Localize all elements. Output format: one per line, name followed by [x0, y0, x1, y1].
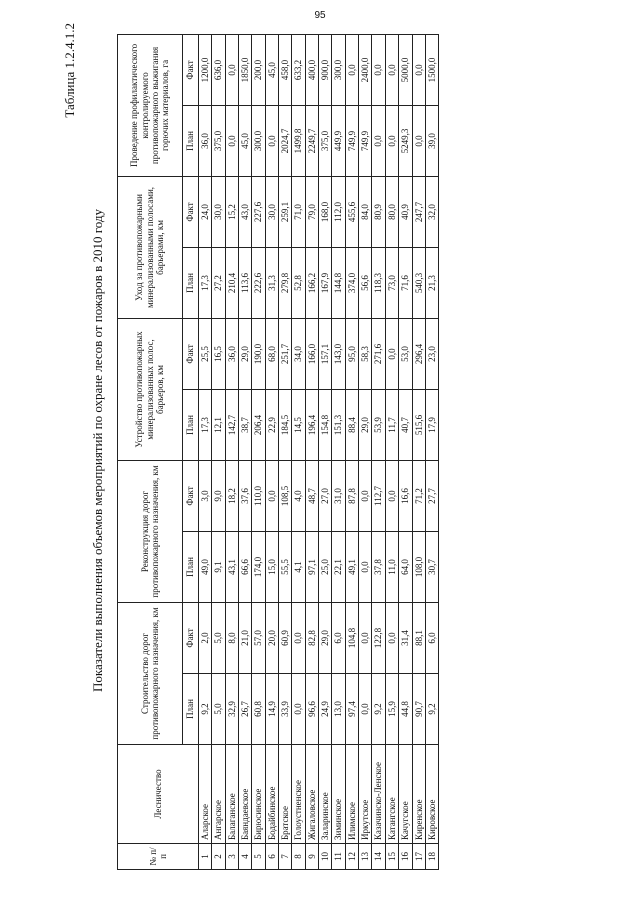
table-row [265, 34, 278, 869]
plan-value-cell: 14,5 [292, 389, 305, 460]
fact-value-cell: 30,0 [265, 176, 278, 247]
plan-value-cell: 96,6 [305, 674, 318, 745]
fact-value-cell: 3,0 [199, 460, 212, 531]
page-number: 95 [314, 10, 326, 21]
plan-value-cell: 5249,3 [399, 105, 412, 176]
fact-value-cell: 80,9 [372, 176, 385, 247]
header-firebreak-maintenance: Уход за противопожарными минерализованными полосами, барьерами, км [118, 176, 183, 318]
fact-value-cell: 5000,0 [399, 34, 412, 105]
fact-value-cell: 0,0 [225, 34, 238, 105]
fact-value-cell: 80,0 [385, 176, 398, 247]
header-road-construction: Строительство дорог противопожарного назначения, км [118, 603, 183, 745]
fact-value-cell: 0,0 [385, 318, 398, 389]
header-plan: План [183, 674, 199, 745]
fact-value-cell: 400,0 [305, 34, 318, 105]
header-controlled-burning: Проведение профилактического контролируемого противопожарного выжигания горючих материалов, га [118, 34, 183, 176]
plan-value-cell: 97,1 [305, 532, 318, 603]
fact-value-cell: 87,8 [345, 460, 358, 531]
plan-value-cell: 0,0 [412, 105, 425, 176]
plan-value-cell: 0,0 [359, 674, 372, 745]
plan-value-cell: 32,9 [225, 674, 238, 745]
plan-value-cell: 374,0 [345, 247, 358, 318]
plan-value-cell: 5,0 [212, 674, 225, 745]
plan-value-cell: 55,5 [279, 532, 292, 603]
plan-value-cell: 0,0 [385, 105, 398, 176]
fact-value-cell: 296,4 [412, 318, 425, 389]
fact-value-cell: 2400,0 [359, 34, 372, 105]
fact-value-cell: 71,2 [412, 460, 425, 531]
plan-value-cell: 52,8 [292, 247, 305, 318]
fact-value-cell: 40,9 [399, 176, 412, 247]
row-number-cell: 1 [199, 844, 212, 870]
plan-value-cell: 39,0 [425, 105, 438, 176]
fact-value-cell: 455,6 [345, 176, 358, 247]
forestry-name-cell: Баяндаевское [239, 745, 252, 844]
plan-value-cell: 2249,7 [305, 105, 318, 176]
plan-value-cell: 26,7 [239, 674, 252, 745]
fact-value-cell: 300,0 [332, 34, 345, 105]
fact-value-cell: 71,0 [292, 176, 305, 247]
plan-value-cell: 540,3 [412, 247, 425, 318]
plan-value-cell: 30,7 [425, 532, 438, 603]
header-plan: План [183, 389, 199, 460]
fact-value-cell: 29,0 [239, 318, 252, 389]
forestry-name-cell: Киренское [412, 745, 425, 844]
plan-value-cell: 14,9 [265, 674, 278, 745]
fact-value-cell: 104,8 [345, 603, 358, 674]
plan-value-cell: 9,2 [199, 674, 212, 745]
row-number-cell: 2 [212, 844, 225, 870]
plan-value-cell: 38,7 [239, 389, 252, 460]
fact-value-cell: 79,0 [305, 176, 318, 247]
table-row [332, 34, 345, 869]
fact-value-cell: 168,0 [319, 176, 332, 247]
fact-value-cell: 18,2 [225, 460, 238, 531]
plan-value-cell: 0,0 [372, 105, 385, 176]
plan-value-cell: 21,3 [425, 247, 438, 318]
header-forestry: Лесничество [118, 745, 199, 844]
fact-value-cell: 23,0 [425, 318, 438, 389]
plan-value-cell: 166,2 [305, 247, 318, 318]
fact-value-cell: 251,7 [279, 318, 292, 389]
header-fact: Факт [183, 603, 199, 674]
forestry-name-cell: Кировское [425, 745, 438, 844]
fact-value-cell: 190,0 [252, 318, 265, 389]
plan-value-cell: 9,2 [372, 674, 385, 745]
table-row [239, 34, 252, 869]
header-firebreak-construction: Устройство противопожарных минерализованных полос, барьеров, км [118, 318, 183, 460]
fact-value-cell: 1200,0 [199, 34, 212, 105]
table-row [252, 34, 265, 869]
fact-value-cell: 36,0 [225, 318, 238, 389]
fact-value-cell: 0,0 [385, 603, 398, 674]
plan-value-cell: 142,7 [225, 389, 238, 460]
fact-value-cell: 200,0 [252, 34, 265, 105]
fact-value-cell: 227,6 [252, 176, 265, 247]
plan-value-cell: 71,6 [399, 247, 412, 318]
fact-value-cell: 2,0 [199, 603, 212, 674]
table-row [292, 34, 305, 869]
fact-value-cell: 0,0 [345, 34, 358, 105]
fact-value-cell: 24,0 [199, 176, 212, 247]
fact-value-cell: 29,0 [319, 603, 332, 674]
plan-value-cell: 37,8 [372, 532, 385, 603]
row-number-cell: 15 [385, 844, 398, 870]
fact-value-cell: 15,2 [225, 176, 238, 247]
fact-value-cell: 53,0 [399, 318, 412, 389]
table-row [319, 34, 332, 869]
plan-value-cell: 749,9 [359, 105, 372, 176]
fact-value-cell: 34,0 [292, 318, 305, 389]
plan-value-cell: 17,9 [425, 389, 438, 460]
fact-value-cell: 166,0 [305, 318, 318, 389]
fact-value-cell: 16,6 [399, 460, 412, 531]
row-number-cell: 14 [372, 844, 385, 870]
table-row [225, 34, 238, 869]
plan-value-cell: 1499,8 [292, 105, 305, 176]
forestry-name-cell: Голоустненское [292, 745, 305, 844]
fact-value-cell: 58,3 [359, 318, 372, 389]
table-row [279, 34, 292, 869]
plan-value-cell: 0,0 [265, 105, 278, 176]
plan-value-cell: 108,0 [412, 532, 425, 603]
table-row [359, 34, 372, 869]
fact-value-cell: 259,1 [279, 176, 292, 247]
fact-value-cell: 68,0 [265, 318, 278, 389]
plan-value-cell: 4,1 [292, 532, 305, 603]
row-number-cell: 11 [332, 844, 345, 870]
table-row [399, 34, 412, 869]
fact-value-cell: 27,7 [425, 460, 438, 531]
plan-value-cell: 0,0 [225, 105, 238, 176]
row-number-cell: 10 [319, 844, 332, 870]
plan-value-cell: 151,3 [332, 389, 345, 460]
plan-value-cell: 49,0 [199, 532, 212, 603]
plan-value-cell: 9,1 [212, 532, 225, 603]
row-number-cell: 18 [425, 844, 438, 870]
plan-value-cell: 174,0 [252, 532, 265, 603]
row-number-cell: 8 [292, 844, 305, 870]
plan-value-cell: 184,5 [279, 389, 292, 460]
fact-value-cell: 25,5 [199, 318, 212, 389]
plan-value-cell: 40,7 [399, 389, 412, 460]
fact-value-cell: 108,5 [279, 460, 292, 531]
fact-value-cell: 5,0 [212, 603, 225, 674]
plan-value-cell: 12,1 [212, 389, 225, 460]
plan-value-cell: 64,0 [399, 532, 412, 603]
plan-value-cell: 24,9 [319, 674, 332, 745]
forestry-name-cell: Заларинское [319, 745, 332, 844]
row-number-cell: 5 [252, 844, 265, 870]
plan-value-cell: 60,8 [252, 674, 265, 745]
plan-value-cell: 0,0 [359, 532, 372, 603]
fact-value-cell: 143,0 [332, 318, 345, 389]
forestry-name-cell: Ангарское [212, 745, 225, 844]
plan-value-cell: 113,6 [239, 247, 252, 318]
plan-value-cell: 17,3 [199, 247, 212, 318]
plan-value-cell: 15,9 [385, 674, 398, 745]
fact-value-cell: 0,0 [412, 34, 425, 105]
fact-value-cell: 88,1 [412, 603, 425, 674]
plan-value-cell: 27,2 [212, 247, 225, 318]
plan-value-cell: 279,8 [279, 247, 292, 318]
fact-value-cell: 0,0 [359, 603, 372, 674]
fact-value-cell: 84,0 [359, 176, 372, 247]
plan-value-cell: 13,0 [332, 674, 345, 745]
fact-value-cell: 1850,0 [239, 34, 252, 105]
fact-value-cell: 45,0 [265, 34, 278, 105]
row-number-cell: 12 [345, 844, 358, 870]
plan-value-cell: 206,4 [252, 389, 265, 460]
fact-value-cell: 8,0 [225, 603, 238, 674]
plan-value-cell: 33,9 [279, 674, 292, 745]
fact-value-cell: 21,0 [239, 603, 252, 674]
forestry-name-cell: Аларское [199, 745, 212, 844]
plan-value-cell: 25,0 [319, 532, 332, 603]
plan-value-cell: 73,0 [385, 247, 398, 318]
plan-value-cell: 22,9 [265, 389, 278, 460]
plan-value-cell: 2024,7 [279, 105, 292, 176]
fact-value-cell: 30,0 [212, 176, 225, 247]
fact-value-cell: 31,0 [332, 460, 345, 531]
fact-value-cell: 27,0 [319, 460, 332, 531]
forestry-name-cell: Илимское [345, 745, 358, 844]
fact-value-cell: 110,0 [252, 460, 265, 531]
plan-value-cell: 375,0 [319, 105, 332, 176]
header-plan: План [183, 532, 199, 603]
fact-value-cell: 6,0 [332, 603, 345, 674]
fact-value-cell: 112,7 [372, 460, 385, 531]
table-row [305, 34, 318, 869]
fact-value-cell: 95,0 [345, 318, 358, 389]
row-number-cell: 17 [412, 844, 425, 870]
fact-value-cell: 57,0 [252, 603, 265, 674]
header-num: № п/п [118, 844, 199, 870]
fact-value-cell: 37,6 [239, 460, 252, 531]
header-fact: Факт [183, 460, 199, 531]
plan-value-cell: 9,2 [425, 674, 438, 745]
plan-value-cell: 118,3 [372, 247, 385, 318]
plan-value-cell: 210,4 [225, 247, 238, 318]
table-body [199, 34, 439, 869]
fact-value-cell: 0,0 [292, 603, 305, 674]
plan-value-cell: 66,6 [239, 532, 252, 603]
plan-value-cell: 22,1 [332, 532, 345, 603]
row-number-cell: 16 [399, 844, 412, 870]
forestry-name-cell: Бирюсинское [252, 745, 265, 844]
plan-value-cell: 222,6 [252, 247, 265, 318]
row-number-cell: 6 [265, 844, 278, 870]
fact-value-cell: 82,8 [305, 603, 318, 674]
forestry-name-cell: Катангское [385, 745, 398, 844]
table-row [425, 34, 438, 869]
plan-value-cell: 53,9 [372, 389, 385, 460]
fact-value-cell: 0,0 [265, 460, 278, 531]
forestry-name-cell: Братское [279, 745, 292, 844]
row-number-cell: 3 [225, 844, 238, 870]
row-number-cell: 4 [239, 844, 252, 870]
plan-value-cell: 749,9 [345, 105, 358, 176]
plan-value-cell: 11,7 [385, 389, 398, 460]
plan-value-cell: 0,0 [292, 674, 305, 745]
plan-value-cell: 43,1 [225, 532, 238, 603]
plan-value-cell: 15,0 [265, 532, 278, 603]
table-row [199, 34, 212, 869]
plan-value-cell: 11,0 [385, 532, 398, 603]
fact-value-cell: 9,0 [212, 460, 225, 531]
plan-value-cell: 36,0 [199, 105, 212, 176]
fact-value-cell: 31,4 [399, 603, 412, 674]
forestry-name-cell: Бодайбинское [265, 745, 278, 844]
plan-value-cell: 49,1 [345, 532, 358, 603]
row-number-cell: 9 [305, 844, 318, 870]
forestry-name-cell: Казачинско-Ленское [372, 745, 385, 844]
plan-value-cell: 154,8 [319, 389, 332, 460]
fire-protection-table [117, 34, 439, 870]
plan-value-cell: 97,4 [345, 674, 358, 745]
forestry-name-cell: Жигаловское [305, 745, 318, 844]
forestry-name-cell: Иркутское [359, 745, 372, 844]
fact-value-cell: 20,0 [265, 603, 278, 674]
table-number: Таблица 1.2.4.1.2 [62, 23, 77, 118]
rotated-page-content [62, 23, 602, 878]
row-number-cell: 7 [279, 844, 292, 870]
table-row [385, 34, 398, 869]
fact-value-cell: 0,0 [385, 34, 398, 105]
fact-value-cell: 271,6 [372, 318, 385, 389]
plan-value-cell: 144,8 [332, 247, 345, 318]
plan-value-cell: 196,4 [305, 389, 318, 460]
fact-value-cell: 60,9 [279, 603, 292, 674]
forestry-name-cell: Качугское [399, 745, 412, 844]
table-row [412, 34, 425, 869]
table-row [372, 34, 385, 869]
plan-value-cell: 449,9 [332, 105, 345, 176]
header-fact: Факт [183, 318, 199, 389]
fact-value-cell: 6,0 [425, 603, 438, 674]
plan-value-cell: 29,0 [359, 389, 372, 460]
fact-value-cell: 247,7 [412, 176, 425, 247]
plan-value-cell: 375,0 [212, 105, 225, 176]
fact-value-cell: 636,0 [212, 34, 225, 105]
fact-value-cell: 0,0 [385, 460, 398, 531]
fact-value-cell: 157,1 [319, 318, 332, 389]
forestry-name-cell: Зиминское [332, 745, 345, 844]
header-fact: Факт [183, 34, 199, 105]
plan-value-cell: 300,0 [252, 105, 265, 176]
table-row [345, 34, 358, 869]
fact-value-cell: 900,0 [319, 34, 332, 105]
table-row [212, 34, 225, 869]
fact-value-cell: 48,7 [305, 460, 318, 531]
plan-value-cell: 45,0 [239, 105, 252, 176]
fact-value-cell: 112,0 [332, 176, 345, 247]
plan-value-cell: 515,6 [412, 389, 425, 460]
table-title: Показатели выполнения объемов мероприятий по охране лесов от пожаров в 2010 году [90, 209, 105, 692]
plan-value-cell: 90,7 [412, 674, 425, 745]
subheader-row [183, 34, 199, 869]
header-fact: Факт [183, 176, 199, 247]
header-road-reconstruction: Реконструкция дорог противопожарного назначения, км [118, 460, 183, 602]
fact-value-cell: 122,8 [372, 603, 385, 674]
fact-value-cell: 458,0 [279, 34, 292, 105]
plan-value-cell: 167,9 [319, 247, 332, 318]
plan-value-cell: 88,4 [345, 389, 358, 460]
forestry-name-cell: Балаганское [225, 745, 238, 844]
header-plan: План [183, 105, 199, 176]
fact-value-cell: 16,5 [212, 318, 225, 389]
fact-value-cell: 633,2 [292, 34, 305, 105]
plan-value-cell: 31,3 [265, 247, 278, 318]
fact-value-cell: 32,0 [425, 176, 438, 247]
fact-value-cell: 4,0 [292, 460, 305, 531]
header-plan: План [183, 247, 199, 318]
fact-value-cell: 43,0 [239, 176, 252, 247]
fact-value-cell: 0,0 [372, 34, 385, 105]
fact-value-cell: 0,0 [359, 460, 372, 531]
fact-value-cell: 1500,0 [425, 34, 438, 105]
plan-value-cell: 44,8 [399, 674, 412, 745]
plan-value-cell: 17,3 [199, 389, 212, 460]
plan-value-cell: 56,6 [359, 247, 372, 318]
row-number-cell: 13 [359, 844, 372, 870]
